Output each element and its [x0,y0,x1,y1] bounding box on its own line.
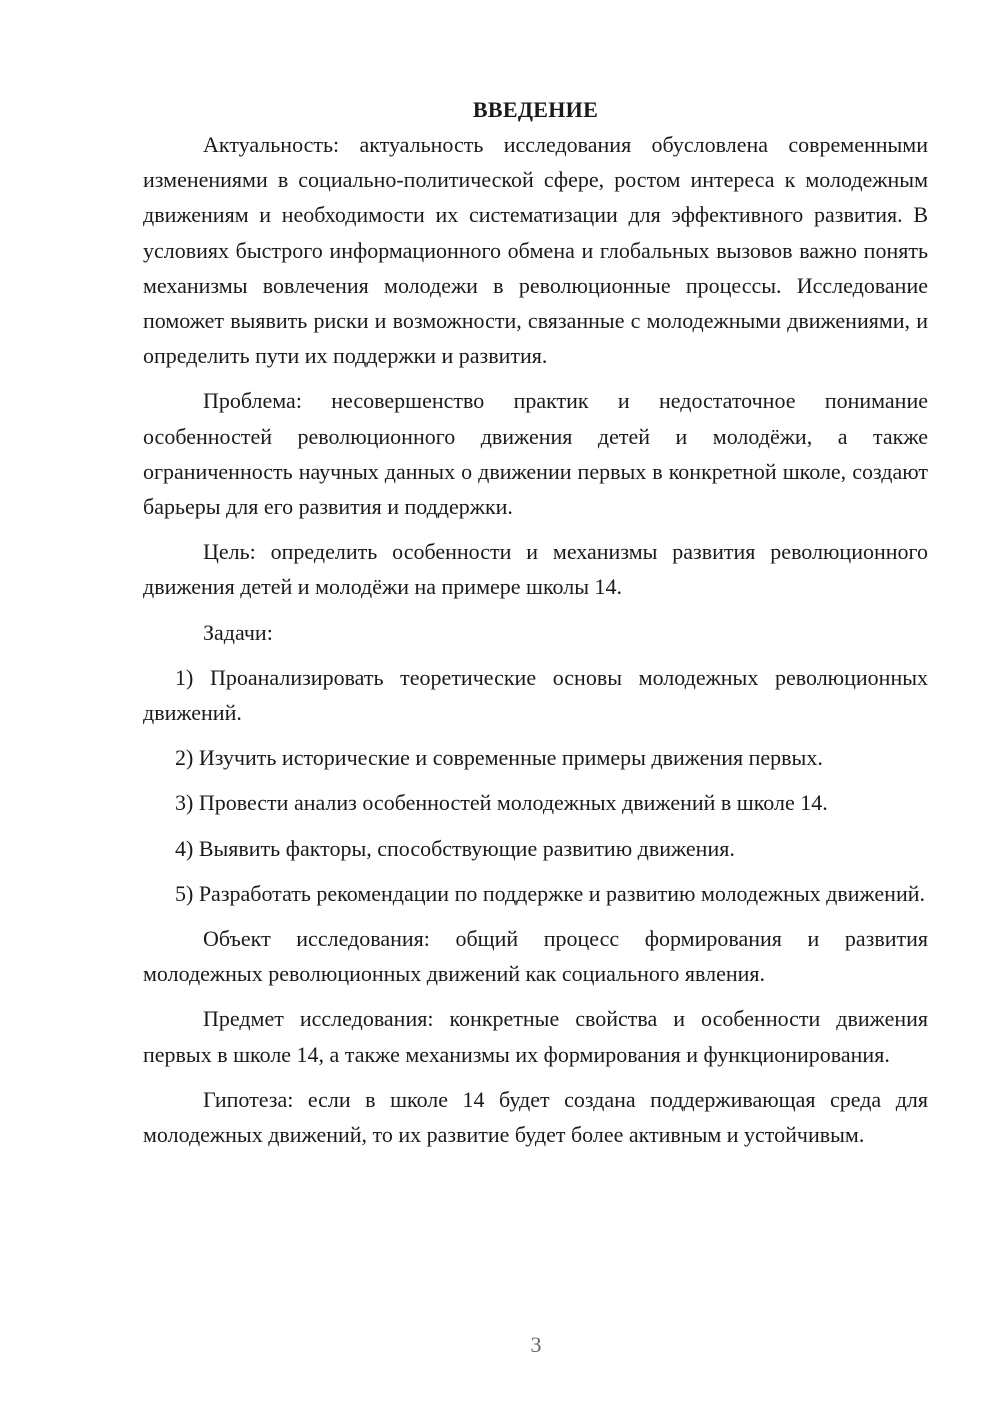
page-number: 3 [530,1332,542,1357]
paragraph-relevance: Актуальность: актуальность исследования обусловлена современными изменениями в социально-политической сфере, ростом интереса к молодежным движениям и необходимости их систематизации для эффективного развития. В условиях быстрого информационного обмена и глобальных вызовов важно понять механизмы вовлечения молодежи в революционные процессы. Исследование поможет выявить риски и возможности, связанные с молодежными движениями, и определить пути их поддержки и развития. [143,132,928,369]
task-item: 3) Провести анализ особенностей молодежных движений в школе 14. [175,790,828,816]
paragraph-hypothesis: Гипотеза: если в школе 14 будет создана поддерживающая среда для молодежных движений, то их развитие будет более активным и устойчивым. [143,1086,928,1148]
task-item: 1) Проанализировать теоретические основы молодежных революционных движений. [143,664,928,726]
paragraph-subject: Предмет исследования: конкретные свойства и особенности движения первых в школе 14, а также механизмы их формирования и функционирования. [143,1006,928,1067]
paragraph-goal: Цель: определить особенности и механизмы развития революционного движения детей и молодёжи на примере школы 14. [143,539,928,600]
task-item: 2) Изучить исторические и современные примеры движения первых. [175,745,823,771]
paragraph-tasks-heading: Задачи: [203,619,273,645]
paragraph-problem: Проблема: несовершенство практик и недостаточное понимание особенностей революционного движения детей и молодёжи, а также ограниченность научных данных о движении первых в конкретной школе, создают барьеры для его развития и поддержки. [143,388,928,520]
task-item: 5) Разработать рекомендации по поддержке и развитию молодежных движений. [175,880,925,906]
task-item: 4) Выявить факторы, способствующие развитию движения. [175,835,735,861]
paragraph-object: Объект исследования: общий процесс формирования и развития молодежных революционных движений как социального явления. [143,926,928,987]
page-title: ВВЕДЕНИЕ [472,97,599,122]
document-page [143,92,928,1152]
